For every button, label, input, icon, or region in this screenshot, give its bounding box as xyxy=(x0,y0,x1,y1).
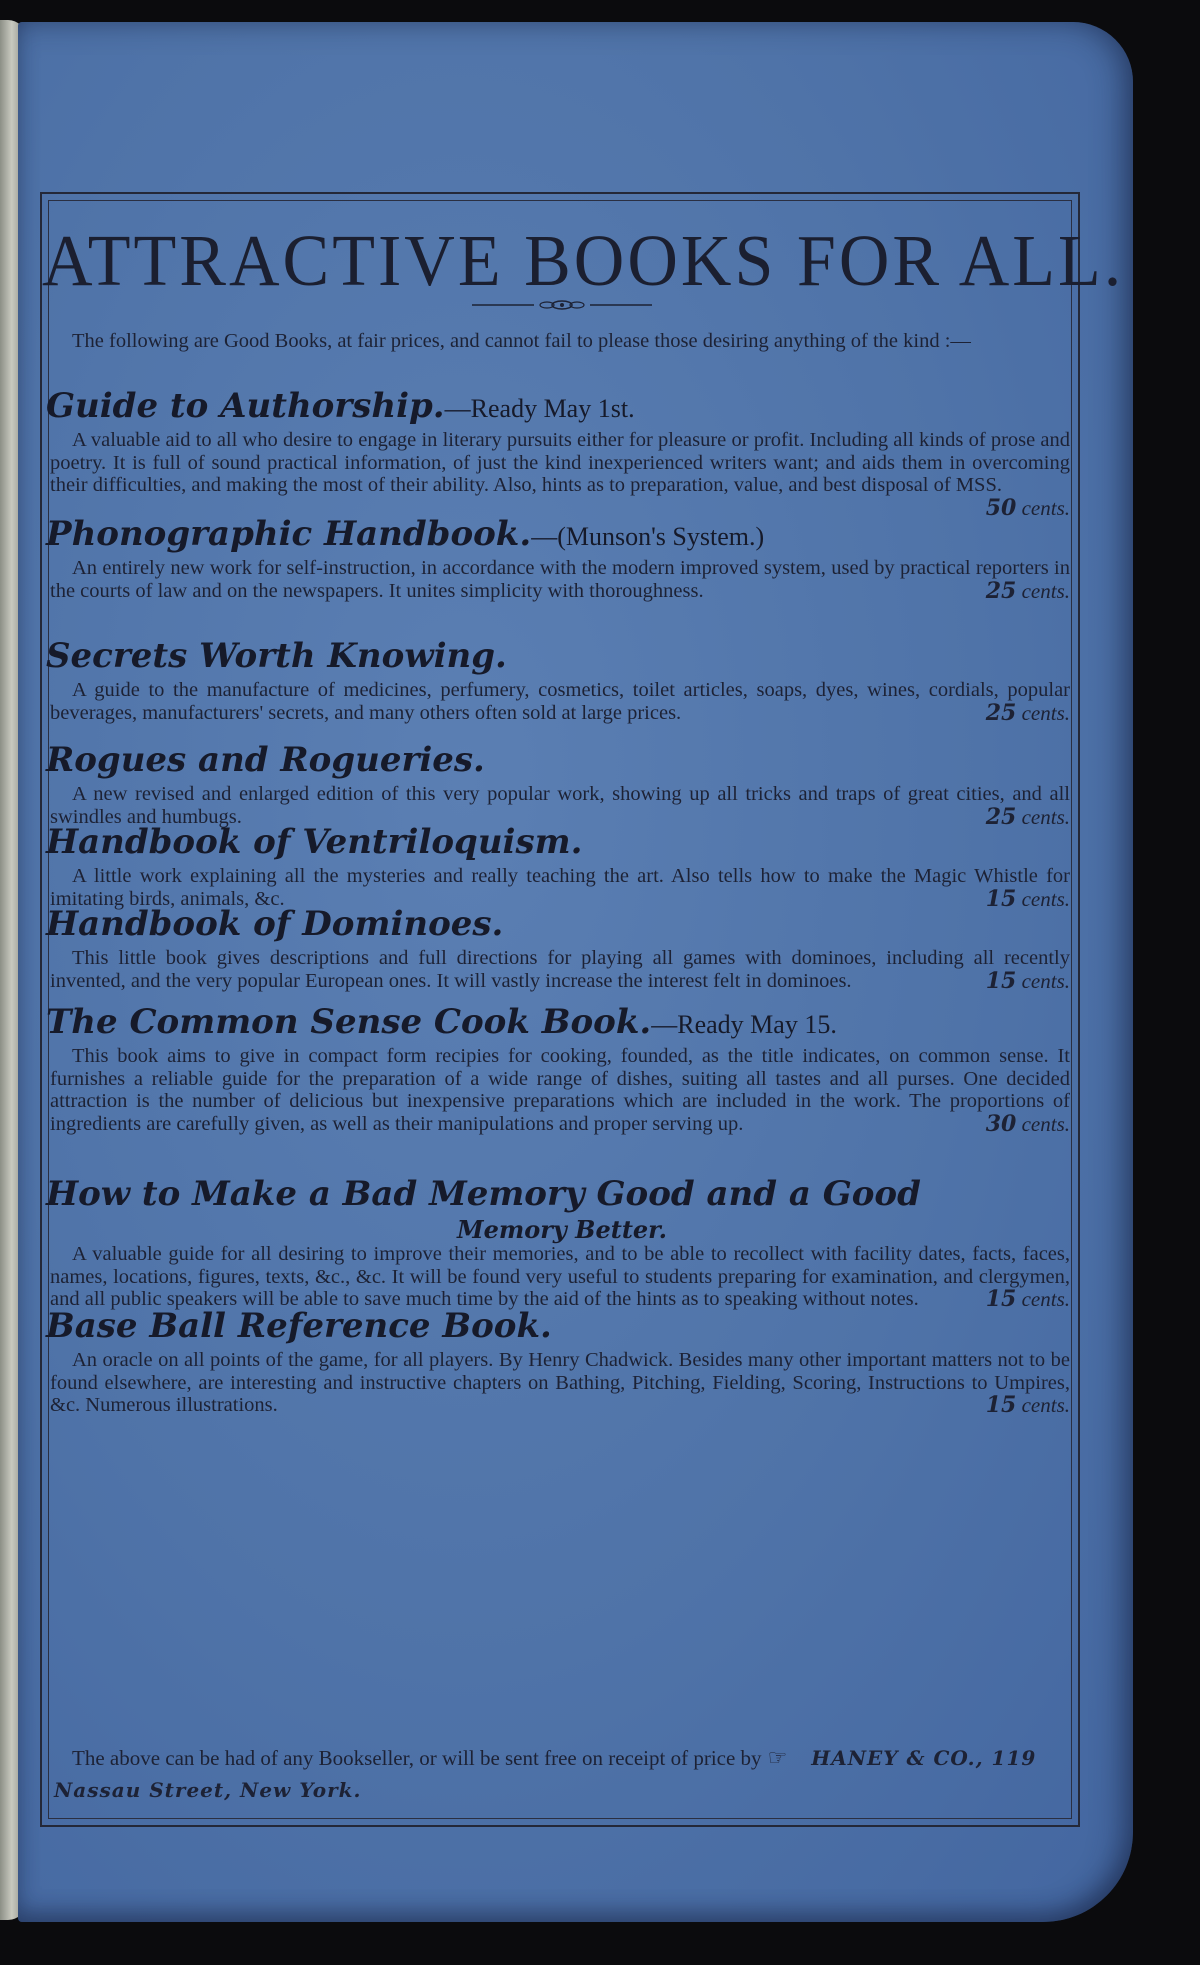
price-amount: 15 xyxy=(985,1392,1017,1418)
price-unit: cents. xyxy=(1021,968,1070,993)
book-title xyxy=(42,1306,1082,1349)
price-amount: 15 xyxy=(985,885,1017,912)
book-title xyxy=(42,514,1082,557)
publisher-address: HANEY & CO., 119 Nassau Street, New York. xyxy=(54,1746,1037,1802)
book-entry xyxy=(42,514,1082,602)
book-title-text: Base Ball Reference Book. xyxy=(46,1306,552,1346)
price-amount: 25 xyxy=(985,699,1017,726)
price-unit: cents. xyxy=(1021,700,1070,725)
price-unit: cents. xyxy=(1021,578,1070,603)
description-text: A valuable aid to all who desire to engage in literary pursuits either for pleasure or profit. Including all kinds of prose and poetry. It is full of sound practical information, of just the kind inexperienced writers want; and aids them in overcoming their difficulties, and making the most of their ability. Also, hints as to preparation, value, and best disposal of MSS. xyxy=(50,429,1070,496)
price-unit: cents. xyxy=(1021,1287,1070,1311)
price-unit: cents. xyxy=(1021,1393,1070,1417)
description-text: A little work explaining all the mysteries and really teaching the art. Also tells how to make the Magic Whistle for imitating birds, animals, &c. xyxy=(50,865,1070,910)
price-amount: 25 xyxy=(985,803,1017,830)
blue-cover-leaf xyxy=(18,22,1133,1922)
book-description xyxy=(42,947,1082,992)
book-title-text: Phonographic Handbook. xyxy=(46,514,532,554)
book-entry xyxy=(42,1002,1082,1135)
description-text: This little book gives descriptions and full directions for playing all games with dominoes, including all recently invented, and the very popular European ones. It will vastly increase the interest felt in dominoes. xyxy=(50,947,1070,992)
price-amount: 30 xyxy=(985,1110,1017,1137)
book-price xyxy=(964,699,1070,726)
book-title xyxy=(42,1174,1082,1217)
book-title-text: Secrets Worth Knowing. xyxy=(46,636,507,676)
book-entry xyxy=(42,740,1082,828)
book-title xyxy=(42,1002,1082,1045)
book-title-text: Rogues and Rogueries. xyxy=(46,740,485,780)
price-unit: cents. xyxy=(1021,804,1070,829)
price-amount: 15 xyxy=(985,967,1017,994)
book-entry xyxy=(42,636,1082,724)
book-title-text: The Common Sense Cook Book. xyxy=(46,1002,652,1042)
price-unit: cents. xyxy=(1021,1111,1070,1136)
book-description xyxy=(42,679,1082,724)
book-entry xyxy=(42,904,1082,992)
release-note: —Ready May 1st. xyxy=(444,394,635,423)
book-price xyxy=(964,577,1070,604)
description-text: A new revised and enlarged edition of this very popular work, showing up all tricks and traps of great cities, and all swindles and humbugs. xyxy=(50,783,1070,828)
page-title: ATTRACTIVE BOOKS FOR ALL. xyxy=(42,221,1125,302)
price-amount: 15 xyxy=(985,1286,1017,1312)
book-title-text: Handbook of Ventriloquism. xyxy=(46,822,583,862)
description-text: An entirely new work for self-instruction, in accordance with the modern improved system, used by practical reporters in the courts of law and on the newspapers. It unites simplicity with thoroughness. xyxy=(50,557,1070,602)
description-text: A valuable guide for all desiring to improve their memories, and to be able to recollect with facility dates, facts, faces, names, locations, figures, texts, &c., &c. It will be found very useful to students preparing for examination, and clergymen, and all public speakers will be able to save much time by the aid of the hints as to speaking without notes. xyxy=(50,1243,1070,1310)
book-description xyxy=(42,1349,1082,1417)
price-amount: 25 xyxy=(985,577,1017,604)
release-note: —(Munson's System.) xyxy=(531,522,765,551)
book-title-text: Guide to Authorship. xyxy=(46,386,445,426)
ornament-divider xyxy=(472,299,652,311)
release-note: —Ready May 15. xyxy=(651,1010,837,1039)
book-title-continued: Memory Better. xyxy=(457,1215,667,1244)
order-footer xyxy=(54,1742,1072,1806)
book-entry xyxy=(42,1174,1082,1311)
book-price xyxy=(964,967,1070,994)
book-description xyxy=(42,429,1082,521)
book-description xyxy=(42,557,1082,602)
description-text: A guide to the manufacture of medicines, perfumery, cosmetics, toilet articles, soaps, dyes, wines, cordials, popular beverages, manufacturers' secrets, and many others often sold at large prices. xyxy=(50,679,1070,724)
book-title xyxy=(42,822,1082,865)
book-description xyxy=(42,1243,1082,1311)
price-unit: cents. xyxy=(1021,886,1070,911)
book-entry xyxy=(42,1306,1082,1417)
book-price xyxy=(964,1394,1070,1417)
footer-text: The above can be had of any Bookseller, or will be sent free on receipt of price by xyxy=(72,1746,762,1770)
book-entry xyxy=(42,822,1082,910)
price-unit: cents. xyxy=(1021,495,1070,520)
intro-paragraph: The following are Good Books, at fair prices, and cannot fail to please those desiring anything of the kind :— xyxy=(72,330,971,352)
book-title-text: Handbook of Dominoes. xyxy=(46,904,504,944)
book-description xyxy=(42,1045,1082,1135)
price-amount: 50 xyxy=(985,494,1017,521)
book-title xyxy=(42,636,1082,679)
advertisement-border xyxy=(40,192,1125,1827)
description-text: This book aims to give in compact form recipies for cooking, founded, as the title indicates, on common sense. It furnishes a reliable guide for the preparation of a wide range of dishes, suiting all tastes and all purses. One decided attraction is the number of delicious but inexpensive preparations which are included in the work. The proportions of ingredients are carefully given, as well as their manipulations and proper serving up. xyxy=(50,1045,1070,1135)
book-entry xyxy=(42,386,1082,519)
pointing-hand-icon: ☞ xyxy=(767,1745,788,1770)
book-title xyxy=(42,904,1082,947)
book-title xyxy=(42,740,1082,783)
book-title-text: How to Make a Bad Memory Good and a Good xyxy=(46,1174,921,1214)
book-price xyxy=(964,1110,1070,1137)
book-title xyxy=(42,386,1082,429)
description-text: An oracle on all points of the game, for all players. By Henry Chadwick. Besides many other important matters not to be found elsewhere, are interesting and instructive chapters on Bathing, Pitching, Fielding, Scoring, Instructions to Umpires, &c. Numerous illustrations. xyxy=(50,1349,1070,1416)
